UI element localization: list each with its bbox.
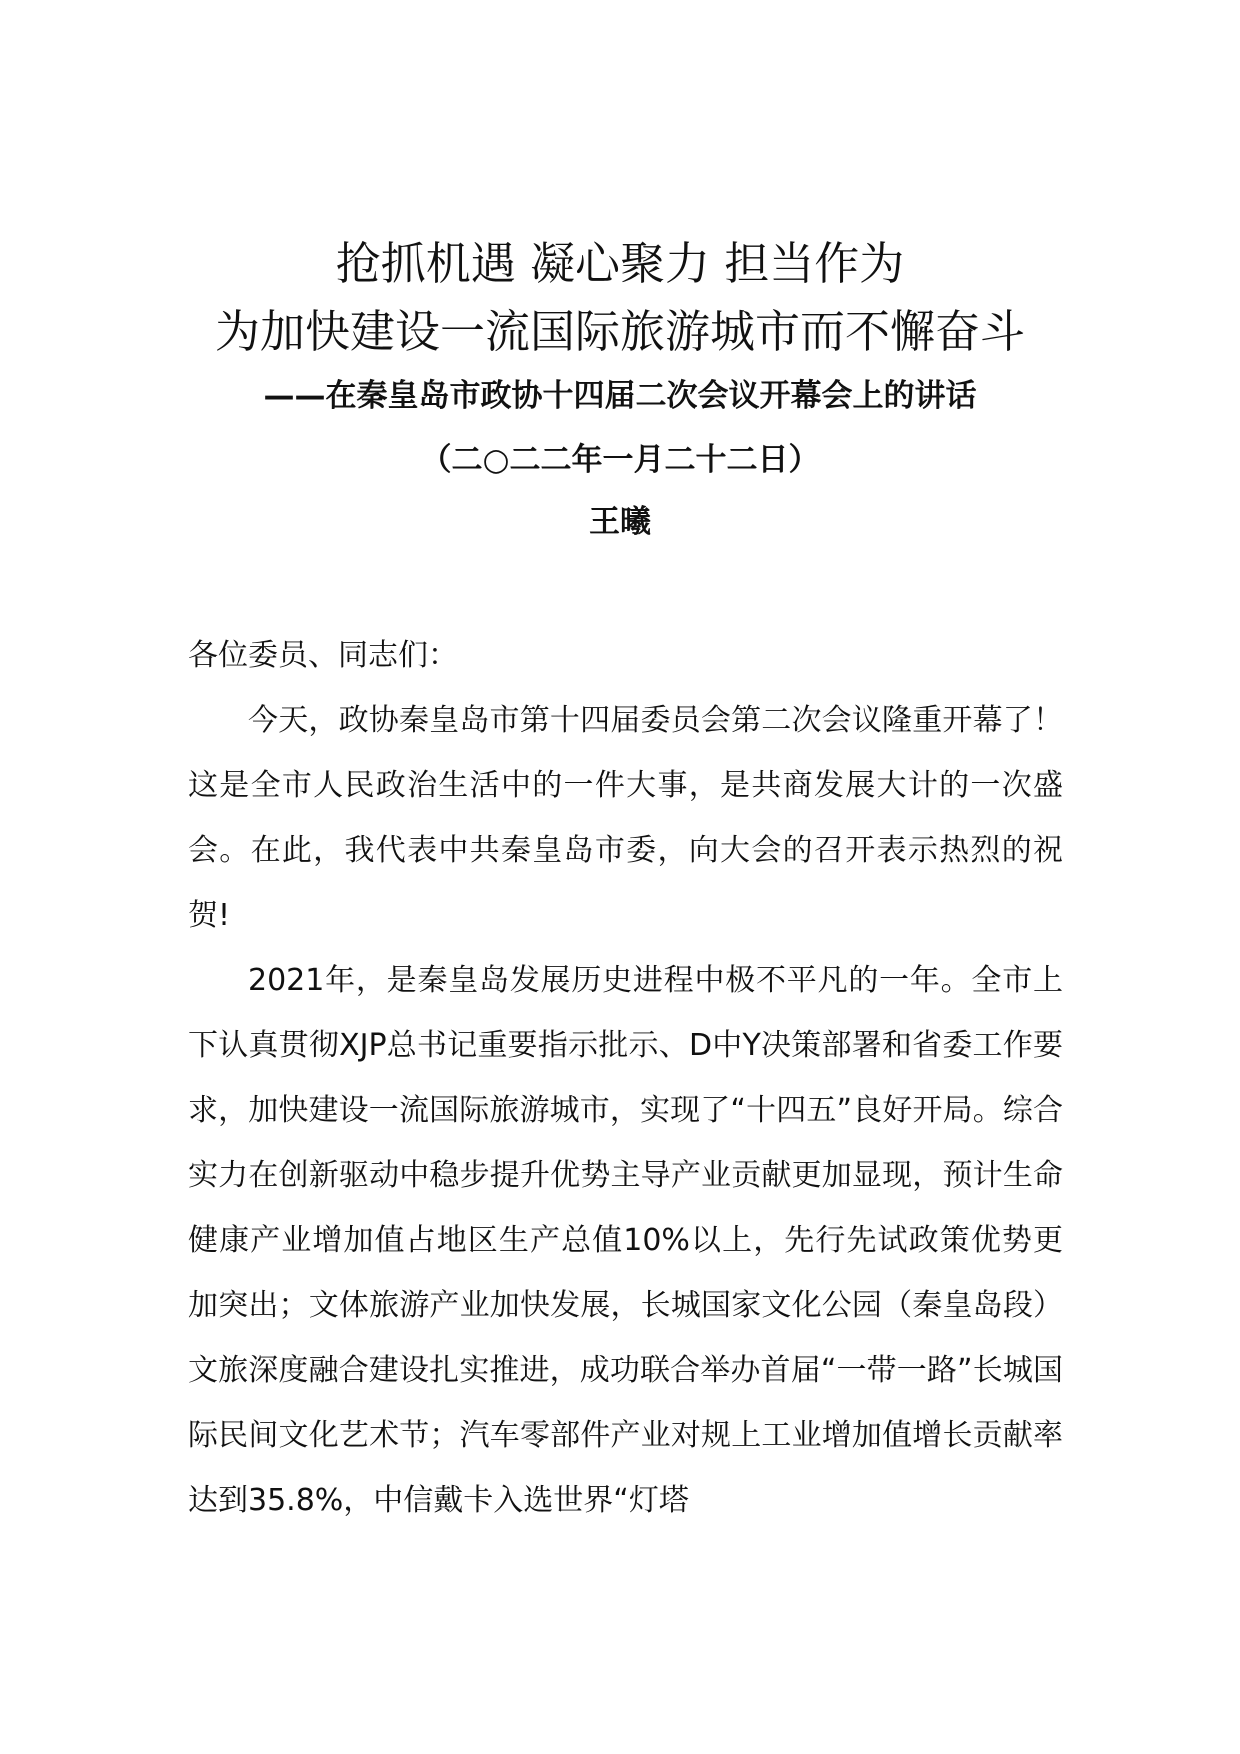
paragraph-1: 今天，政协秦皇岛市第十四届委员会第二次会议隆重开幕了！这是全市人民政治生活中的一件大事，是共商发展大计的一次盛会。在此，我代表中共秦皇岛市委，向大会的召开表示热烈的祝贺! [188, 703, 1063, 933]
salutation: 各位委员、同志们： [188, 638, 458, 673]
speech-author: 王曦 [589, 504, 651, 540]
speech-subtitle: ——在秦皇岛市政协十四届二次会议开幕会上的讲话 [263, 378, 977, 414]
speech-date: （二○二二年一月二十二日） [420, 442, 820, 478]
paragraph-2: 2021年，是秦皇岛发展历史进程中极不平凡的一年。全市上下认真贯彻XJP总书记重要指示批示、D中Y决策部署和省委工作要求，加快建设一流国际旅游城市，实现了“十四五”良好开局。综合实力在创新驱动中稳步提升优势主导产业贡献更加显现，预计生命健康产业增加值占地区生产总值10%以上，先行先试政策优势更加突出；文体旅游产业加快发展，长城国家文化公园（秦皇岛段）文旅深度融合建设扎实推进，成功联合举办首届“一带一路”长城国际民间文化艺术节；汽车零部件产业对规上工业增加值增长贡献率达到35.8%，中信戴卡入选世界“灯塔 [188, 963, 1063, 1518]
title-line-2: 为加快建设一流国际旅游城市而不懈奋斗 [214, 305, 1025, 358]
title-line-1: 抢抓机遇 凝心聚力 担当作为 [335, 237, 905, 290]
